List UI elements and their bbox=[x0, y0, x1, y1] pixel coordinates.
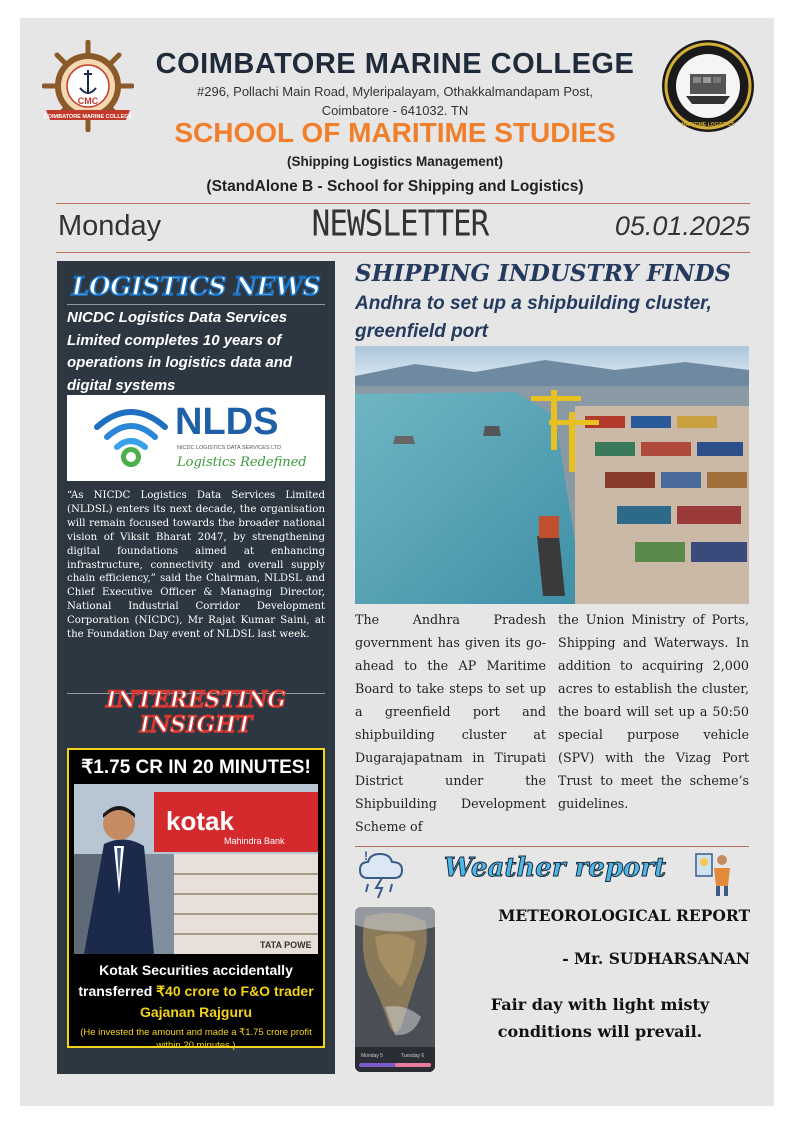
insight-caption-line-3: Gajanan Rajguru bbox=[139, 1004, 253, 1020]
storm-cloud-icon bbox=[356, 848, 408, 900]
svg-text:MARITIME LOGISTICS: MARITIME LOGISTICS bbox=[681, 122, 735, 128]
meteorological-report-title: METEOROLOGICAL REPORT bbox=[498, 906, 750, 925]
wifi-icon bbox=[91, 401, 171, 473]
header-rule-bottom bbox=[56, 252, 750, 253]
shipping-article-column-2: the Union Ministry of Ports, Shipping and Waterways. In addition to acquiring 2,000 acres to establish the cluster, the board will set up a 50:50 special purpose vehicle (SPV) with the Vizag Port Trust to meet the scheme’s guidelines. bbox=[558, 612, 749, 811]
kotak-building-image bbox=[74, 784, 318, 954]
insight-caption bbox=[69, 960, 323, 1023]
shipping-industry-title: SHIPPING INDUSTRY FINDS bbox=[355, 260, 732, 287]
insight-title-line-1: INTERESTING bbox=[105, 687, 287, 713]
issue-day: Monday bbox=[58, 210, 162, 242]
svg-text:Monday 5: Monday 5 bbox=[361, 1053, 383, 1059]
interesting-insight-title bbox=[57, 688, 335, 738]
kotak-photo bbox=[74, 784, 318, 954]
insight-note: (He invested the amount and made a ₹1.75 crore profit within 20 minutes.) bbox=[80, 1027, 312, 1051]
svg-text:COIMBATORE MARINE COLLEGE: COIMBATORE MARINE COLLEGE bbox=[43, 114, 133, 120]
svg-text:TATA POWE: TATA POWE bbox=[260, 940, 312, 950]
logistics-news-headline: NICDC Logistics Data Services Limited completes 10 years of operations in logistics data and digital systems bbox=[67, 309, 293, 394]
newsletter-label: NEWSLETTER bbox=[311, 203, 489, 245]
svg-text:kotak: kotak bbox=[166, 806, 234, 836]
newsletter-page bbox=[20, 18, 774, 1106]
insight-caption-line-1: Kotak Securities accidentally bbox=[99, 962, 293, 978]
insight-title-line-2: INSIGHT bbox=[139, 712, 253, 738]
address-line-1: #296, Pollachi Main Road, Myleripalayam, Othakkalmandapam Post, bbox=[197, 84, 593, 99]
weather-rule bbox=[355, 846, 749, 847]
issue-date: 05.01.2025 bbox=[614, 211, 750, 241]
container-port-image bbox=[355, 346, 749, 604]
insight-amount: ₹1.75 CR IN 20 MINUTES! bbox=[81, 757, 311, 778]
school-name: SCHOOL OF MARITIME STUDIES bbox=[174, 117, 616, 148]
logistics-news-title: LOGISTICS NEWS bbox=[71, 272, 321, 301]
nlds-full-name: NICDC LOGISTICS DATA SERVICES LTD bbox=[177, 445, 282, 451]
nlds-name: NLDS bbox=[175, 401, 279, 443]
shipping-industry-subtitle: Andhra to set up a shipbuilding cluster, greenfield port bbox=[355, 293, 712, 342]
logistics-news-rule bbox=[67, 304, 325, 305]
maritime-logistics-logo bbox=[660, 38, 756, 134]
weather-forecast-text: Fair day with light misty conditions will prevail. bbox=[490, 995, 710, 1041]
port-photo bbox=[355, 346, 749, 604]
svg-text:CMC: CMC bbox=[77, 96, 99, 106]
svg-text:Tuesday 6: Tuesday 6 bbox=[401, 1053, 425, 1059]
college-name: COIMBATORE MARINE COLLEGE bbox=[155, 48, 635, 80]
meteorological-reporter: - Mr. SUDHARSANAN bbox=[562, 949, 750, 968]
subtitle-program: (Shipping Logistics Management) bbox=[286, 154, 503, 169]
shipping-article-column-1: The Andhra Pradesh government has given its go-ahead to the AP Maritime Board to take steps to set up a greenfield port and shipbuilding cluster at Dugarajapatnam in Tirupati District under the Shipbuilding Development Scheme of bbox=[355, 612, 546, 834]
college-logo bbox=[42, 40, 134, 132]
insight-caption-line-2: transferred ₹40 crore to F&O trader bbox=[78, 983, 314, 999]
svg-text:Mahindra Bank: Mahindra Bank bbox=[224, 836, 285, 846]
address-line-2: Coimbatore - 641032. TN bbox=[321, 103, 469, 118]
college-address bbox=[150, 82, 640, 120]
insight-card bbox=[67, 748, 325, 1051]
weather-presenter-icon bbox=[694, 850, 734, 898]
satellite-map-image bbox=[355, 907, 435, 1072]
left-column bbox=[57, 261, 335, 1074]
svg-text:!: ! bbox=[364, 849, 368, 863]
weather-report-title: Weather report bbox=[443, 853, 667, 883]
nlds-tagline: Logistics Redefined bbox=[177, 455, 307, 470]
nlds-logo bbox=[67, 395, 325, 481]
logistics-news-body: “As NICDC Logistics Data Services Limited (NLDSL) enters its next decade, the organisation will remain focused towards the broader national vision of Viksit Bharat 2047, by strengthening digital foundations aimed at enhancing infrastructure, connectivity and overall supply chain efficiency,” said the Chairman, NLDSL and Chief Executive Officer & Managing Director, National Industrial Corridor Development Corporation (NICDC), Mr Rajat Kumar Saini, at the Foundation Day event of NLDSL last week. bbox=[67, 490, 325, 641]
subtitle-school: (StandAlone B - School for Shipping and Logistics) bbox=[206, 178, 584, 195]
